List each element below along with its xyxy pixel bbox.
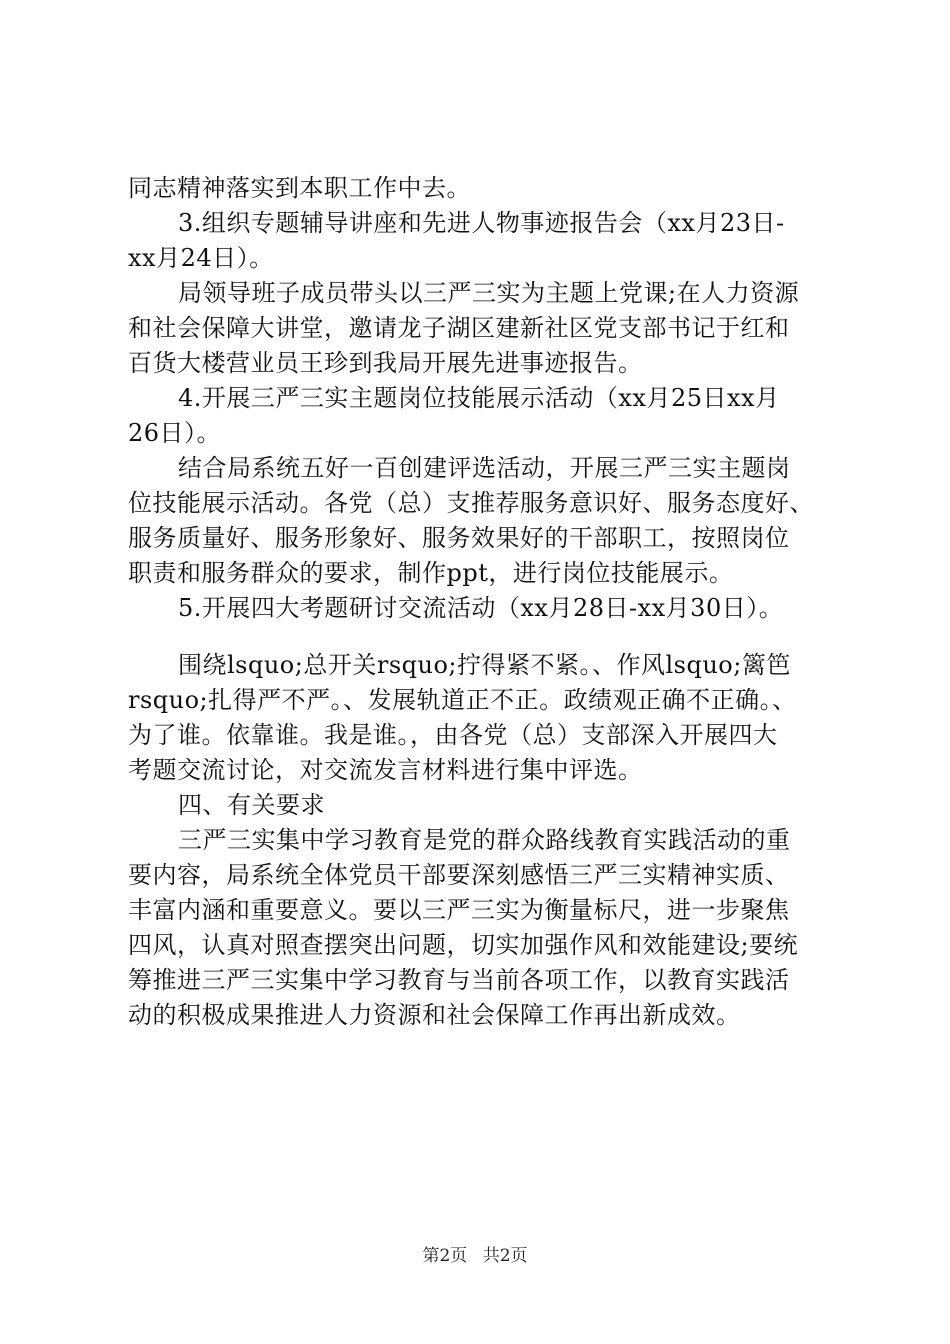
text-line: 服务质量好、服务形象好、服务效果好的干部职工，按照岗位	[128, 524, 790, 552]
text-line: 三严三实集中学习教育是党的群众路线教育实践活动的重	[178, 826, 791, 854]
text-line: xx月24日）。	[128, 244, 274, 272]
body-text	[128, 171, 850, 1033]
text-line: 职责和服务群众的要求，制作ppt，进行岗位技能展示。	[128, 559, 734, 587]
text-line: 和社会保障大讲堂，邀请龙子湖区建新社区党支部书记于红和	[128, 314, 790, 342]
paragraph-gap	[128, 626, 850, 648]
text-line: 结合局系统五好一百创建评选活动，开展三严三实主题岗	[178, 454, 791, 482]
text-line: 局领导班子成员带头以三严三实为主题上党课;在人力资源	[178, 279, 800, 307]
page-footer	[0, 1244, 950, 1268]
text-line: rsquo;扎得严不严。、发展轨道正不正。政绩观正确不正确。、	[128, 686, 797, 714]
text-line: 动的积极成果推进人力资源和社会保障工作再出新成效。	[128, 1001, 741, 1029]
section-heading: 四、有关要求	[178, 791, 325, 819]
text-line: 百货大楼营业员王珍到我局开展先进事迹报告。	[128, 349, 643, 377]
text-line: 26日）。	[128, 419, 222, 447]
text-line: 位技能展示活动。各党（总）支推荐服务意识好、服务态度好、	[128, 489, 814, 517]
text-line: 为了谁。依靠谁。我是谁。，由各党（总）支部深入开展四大	[128, 721, 778, 749]
text-line: 筹推进三严三实集中学习教育与当前各项工作，以教育实践活	[128, 966, 790, 994]
text-line: 考题交流讨论，对交流发言材料进行集中评选。	[128, 756, 643, 784]
text-line: 要内容，局系统全体党员干部要深刻感悟三严三实精神实质、	[128, 861, 790, 889]
text-line: 3.组织专题辅导讲座和先进人物事迹报告会（xx月23日-	[178, 209, 785, 237]
text-line: 5.开展四大考题研讨交流活动（xx月28日-xx月30日）。	[178, 594, 784, 622]
text-line: 四风，认真对照查摆突出问题，切实加强作风和效能建设;要统	[128, 931, 799, 959]
page-total: 共2页	[482, 1246, 528, 1266]
text-line: 丰富内涵和重要意义。要以三严三实为衡量标尺，进一步聚焦	[128, 896, 790, 924]
text-line: 4.开展三严三实主题岗位技能展示活动（xx月25日xx月	[178, 384, 780, 412]
page-number: 第2页	[422, 1246, 468, 1266]
text-line: 围绕lsquo;总开关rsquo;拧得紧不紧。、作风lsquo;篱笆	[178, 651, 791, 679]
text-line: 同志精神落实到本职工作中去。	[128, 174, 471, 202]
